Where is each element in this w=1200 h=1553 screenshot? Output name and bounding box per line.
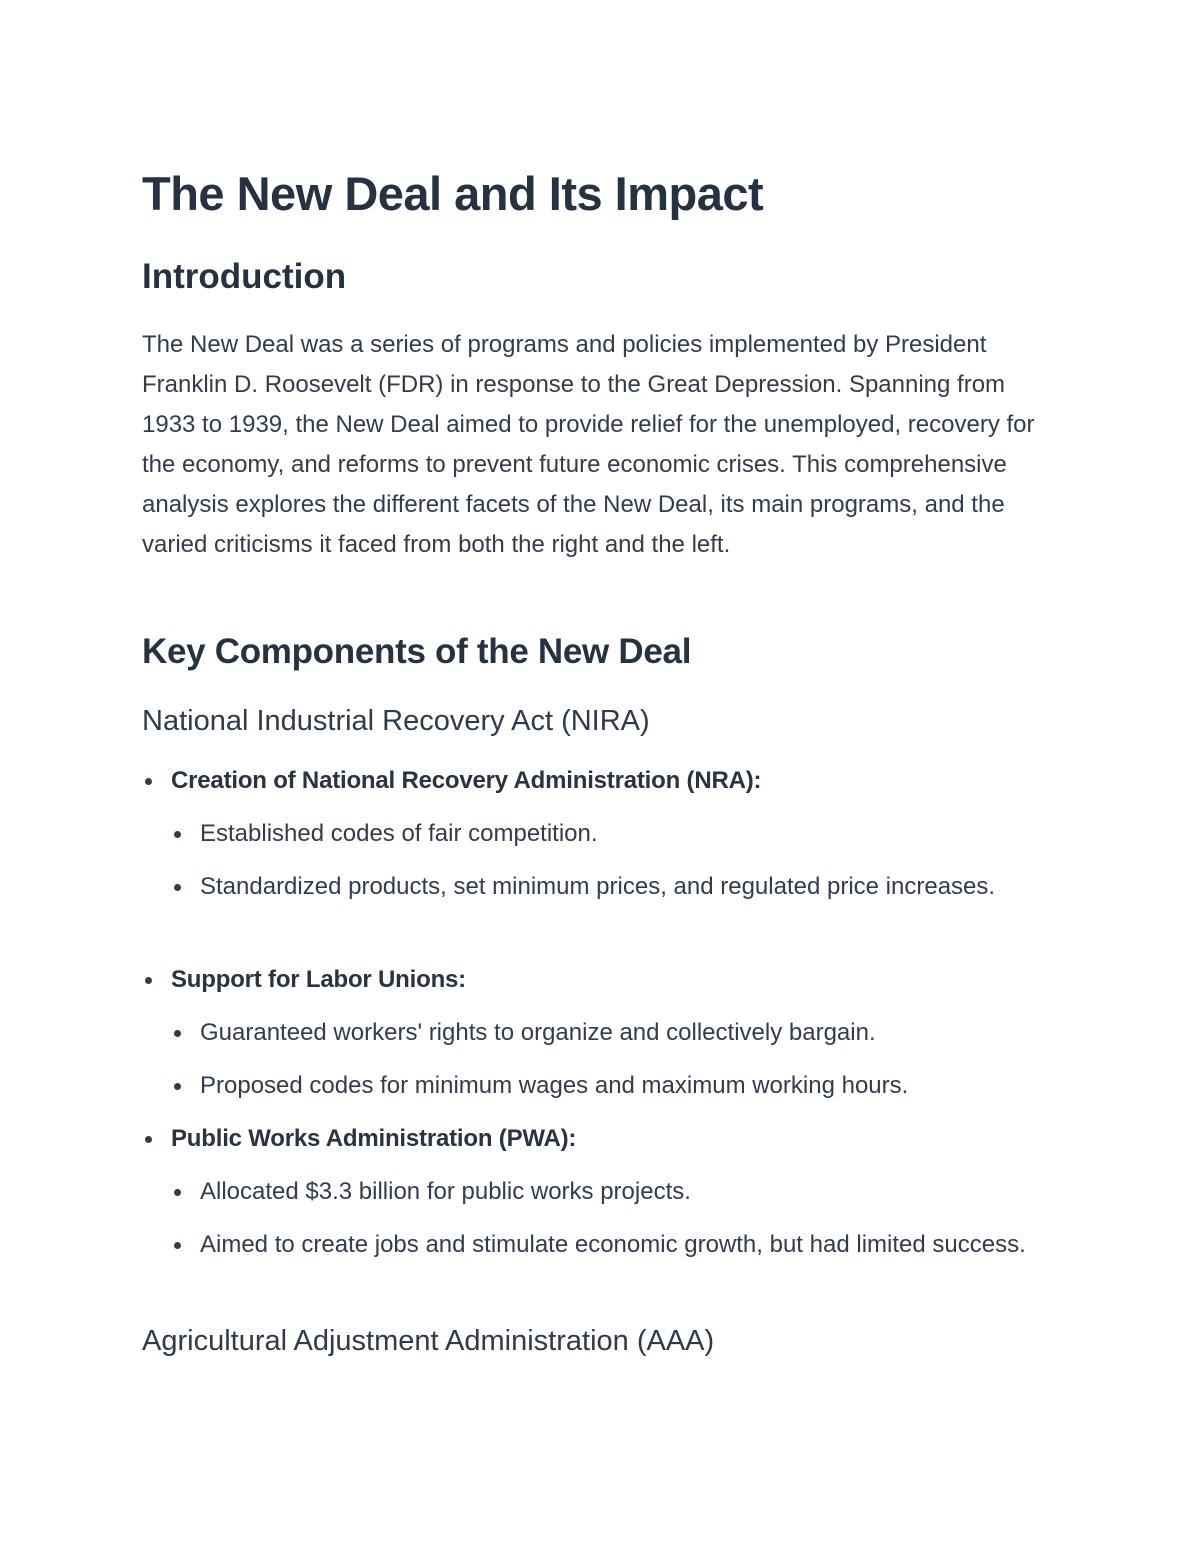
sub-list-item bbox=[171, 1013, 1051, 1053]
sub-list-item-text: Aimed to create jobs and stimulate economic growth, but had limited success. bbox=[200, 1231, 1026, 1258]
bullet-dot-icon bbox=[145, 977, 152, 984]
bullet-dot-icon bbox=[174, 884, 181, 891]
sub-list-item bbox=[171, 1066, 1051, 1106]
sub-list-item-text: Standardized products, set minimum prices, and regulated price increases. bbox=[200, 873, 996, 900]
nira-heading: National Industrial Recovery Act (NIRA) bbox=[142, 705, 650, 737]
key-components-heading: Key Components of the New Deal bbox=[142, 632, 692, 671]
aaa-heading: Agricultural Adjustment Administration (AAA) bbox=[142, 1325, 715, 1357]
sub-list-item-text: Allocated $3.3 billion for public works projects. bbox=[200, 1178, 691, 1205]
bullet-dot-icon bbox=[174, 1242, 181, 1249]
sub-list-item bbox=[171, 867, 1051, 907]
sub-list-item-text: Established codes of fair competition. bbox=[200, 820, 598, 847]
introduction-heading: Introduction bbox=[142, 257, 347, 296]
sub-list-item-text: Proposed codes for minimum wages and maximum working hours. bbox=[200, 1072, 909, 1099]
introduction-paragraph: The New Deal was a series of programs and policies implemented by President Franklin D. Roosevelt (FDR) in response to the Great Depression. Spanning from 1933 to 1939, the New Deal aimed to provide relief for the unemployed, recovery for the economy, and reforms to prevent future economic crises. This comprehensive analysis explores the different facets of the New Deal, its main programs, and the varied criticisms it faced from both the right and the left. bbox=[142, 331, 1035, 558]
bullet-dot-icon bbox=[174, 1030, 181, 1037]
sub-list-item bbox=[171, 1172, 1051, 1212]
document-title: The New Deal and Its Impact bbox=[142, 167, 764, 220]
sub-list-item-text: Guaranteed workers' rights to organize and collectively bargain. bbox=[200, 1019, 876, 1046]
list-item-label: Public Works Administration (PWA): bbox=[171, 1125, 577, 1152]
bullet-dot-icon bbox=[145, 1136, 152, 1143]
bullet-dot-icon bbox=[174, 1083, 181, 1090]
bullet-dot-icon bbox=[145, 778, 152, 785]
bullet-dot-icon bbox=[174, 1189, 181, 1196]
list-item-label: Support for Labor Unions: bbox=[171, 966, 466, 993]
sub-list-item bbox=[171, 1225, 1051, 1265]
list-item-label: Creation of National Recovery Administration (NRA): bbox=[171, 767, 762, 794]
bullet-dot-icon bbox=[174, 831, 181, 838]
sub-list-item bbox=[171, 814, 1051, 854]
